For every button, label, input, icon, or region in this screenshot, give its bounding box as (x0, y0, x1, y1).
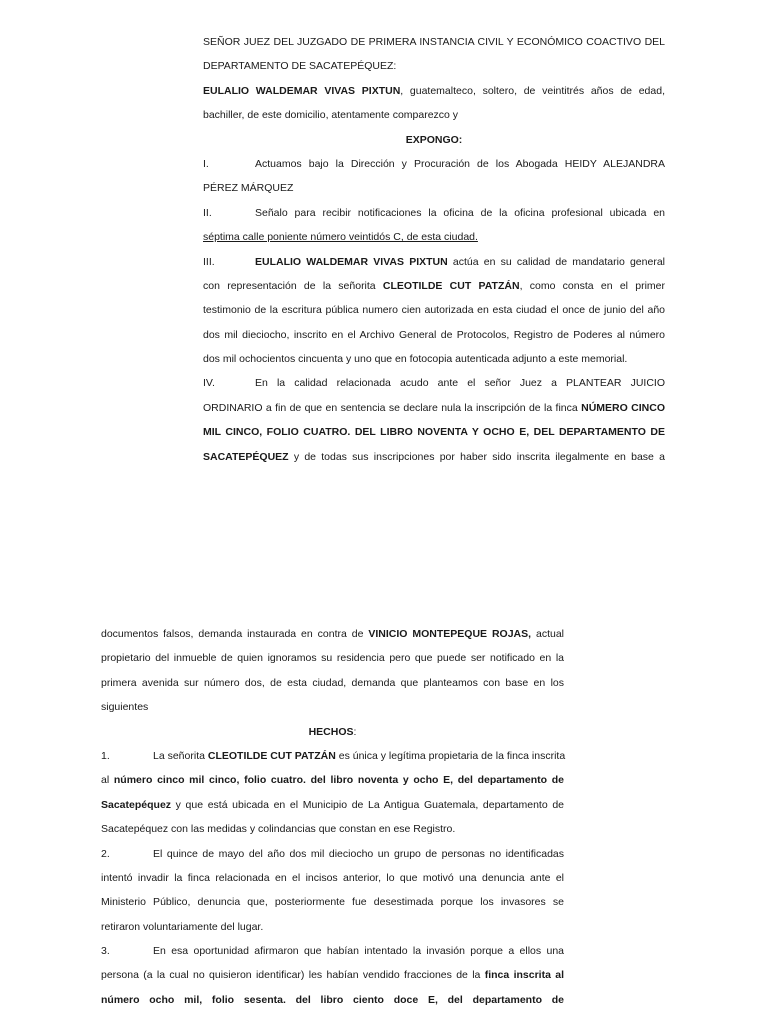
intro-text: , guatemalteco, soltero, de veintitrés años de edad, (400, 84, 665, 97)
item-2-text: Señalo para recibir notificaciones la oficina de la oficina profesional ubicada en (255, 206, 665, 219)
fact-1-number: 1. (101, 749, 110, 762)
item-3-number: III. (203, 255, 215, 268)
owner-name: CLEOTILDE CUT PATZÁN (207, 749, 336, 762)
fact-3-number: 3. (101, 945, 110, 958)
fact-3-text: En esa oportunidad afirmaron que habían intentado la invasión porque a ellos una (153, 945, 564, 958)
cont-text-c: actual (531, 628, 565, 640)
fact-3-text-a: persona (a la cual no quisieron identificar) les habían vendido fracciones de la (101, 969, 485, 982)
intro-line-2: bachiller, de este domicilio, atentamente comparezco y (203, 109, 459, 122)
item-4-line-3: MIL CINCO, FOLIO CUATRO. DEL LIBRO NOVENTA Y OCHO E, DEL DEPARTAMENTO DE (203, 426, 665, 439)
fact-2-number: 2. (101, 847, 110, 860)
item-4-line-1 (203, 371, 665, 395)
fact-1-text-e: y que está ubicada en el Municipio de La Antigua Guatemala, departamento de (171, 798, 564, 811)
item-1-line-2: PÉREZ MÁRQUEZ (203, 182, 294, 195)
expongo-heading: EXPONGO: (405, 133, 463, 146)
fact-2-line-2: intentó invadir la finca relacionada en el incisos anterior, lo que motivó una denuncia ante el (101, 871, 564, 884)
fact-2-line-4: retiraron voluntariamente del lugar. (101, 920, 264, 933)
heading-line-1: SEÑOR JUEZ DEL JUZGADO DE PRIMERA INSTANCIA CIVIL Y ECONÓMICO COACTIVO DEL (203, 36, 665, 48)
item-4-text-a: ORDINARIO a fin de que en sentencia se declare nula la inscripción de la finca (203, 401, 582, 414)
hechos-heading (101, 720, 564, 744)
fact-1-text-d: al (101, 774, 114, 787)
fact-3-line-2 (101, 963, 564, 987)
item-3-line-3: testimonio de la escritura pública numero cien autorizada en esta ciudad el once de junio del año (203, 304, 665, 317)
fact-1-line-2 (101, 768, 564, 792)
cont-line-1 (101, 622, 564, 646)
item-2-line-1 (203, 201, 665, 225)
cont-line-3: primera avenida sur número dos, de esta ciudad, demanda que planteamos con base en los (101, 676, 564, 689)
document-upper-section (203, 30, 665, 469)
fact-3-line-1 (101, 939, 564, 963)
cont-line-4: siguientes (101, 701, 149, 714)
item-3-text-a: con representación de la señorita (203, 279, 383, 292)
fact-1-line-3 (101, 793, 564, 817)
item-4-text: En la calidad relacionada acudo ante el señor Juez a PLANTEAR JUICIO (255, 377, 665, 390)
address-text: séptima calle poniente número veintidós C, de esta ciudad. (203, 231, 478, 244)
item-3-line-1 (203, 250, 665, 274)
item-4-line-2 (203, 396, 665, 420)
department-name-b: Sacatepéquez (101, 798, 172, 811)
cont-line-2: propietario del inmueble de quien ignoramos su residencia pero que puede ser notificado en la (101, 652, 564, 665)
finca-number-c-a: finca inscrita al (484, 969, 565, 982)
item-3-line-4: dos mil dieciocho, inscrito en el Archivo General de Protocolos, Registro de Poderes al número (203, 328, 665, 341)
item-3-line-5: dos mil ochocientos cincuenta y uno que en fotocopia autenticada adjunto a este memorial. (203, 353, 628, 366)
heading-line-2: DEPARTAMENTO DE SACATEPÉQUEZ: (203, 60, 397, 73)
finca-number-a: NÚMERO CINCO (581, 401, 666, 414)
finca-number-b: número cinco mil cinco, folio cuatro. del libro noventa y ocho E, del departamento de (113, 774, 564, 787)
item-4-line-4 (203, 445, 665, 469)
item-2-line-2 (203, 225, 665, 249)
item-4-text-b: y de todas sus inscripciones por haber sido inscrita ilegalmente en base a (288, 450, 665, 463)
hechos-label: HECHOS (308, 725, 354, 738)
hechos-colon: : (353, 725, 357, 738)
item-1-text: Actuamos bajo la Dirección y Procuración de los Abogada HEIDY ALEJANDRA (255, 157, 665, 170)
fact-2-line-1 (101, 842, 564, 866)
applicant-name: EULALIO WALDEMAR VIVAS PIXTUN (203, 84, 401, 97)
fact-1-text-c: es única y legítima propietaria de la finca inscrita (335, 749, 566, 762)
item-3-text: actúa en su calidad de mandatario general (447, 255, 665, 268)
fact-1-text-a: La señorita (153, 749, 208, 762)
item-1-line-1 (203, 152, 665, 176)
item-2-number: II. (203, 206, 212, 219)
fact-2-line-3: Ministerio Público, denuncia que, posteriormente fue desestimada porque los invasores se (101, 896, 564, 909)
fact-3-line-3: número ocho mil, folio sesenta. del libro ciento doce E, del departamento de (101, 993, 564, 1006)
defendant-name: VINICIO MONTEPEQUE ROJAS, (368, 628, 532, 640)
item-4-number: IV. (203, 377, 215, 390)
mandatary-name: EULALIO WALDEMAR VIVAS PIXTUN (255, 255, 448, 268)
item-1-number: I. (203, 157, 209, 170)
fact-1-line-4: Sacatepéquez con las medidas y colindancias que constan en ese Registro. (101, 823, 456, 836)
fact-2-text: El quince de mayo del año dos mil dieciocho un grupo de personas no identificadas (153, 847, 564, 860)
department-name: SACATEPÉQUEZ (203, 450, 289, 463)
document-lower-section (101, 622, 564, 1012)
item-3-line-2 (203, 274, 665, 298)
item-3-text-c: , como consta en el primer (519, 279, 666, 292)
cont-text-a: documentos falsos, demanda instaurada en contra de (101, 628, 369, 640)
intro-line-1 (203, 79, 665, 103)
fact-1-line-1 (101, 744, 564, 768)
principal-name: CLEOTILDE CUT PATZÁN (382, 279, 520, 292)
